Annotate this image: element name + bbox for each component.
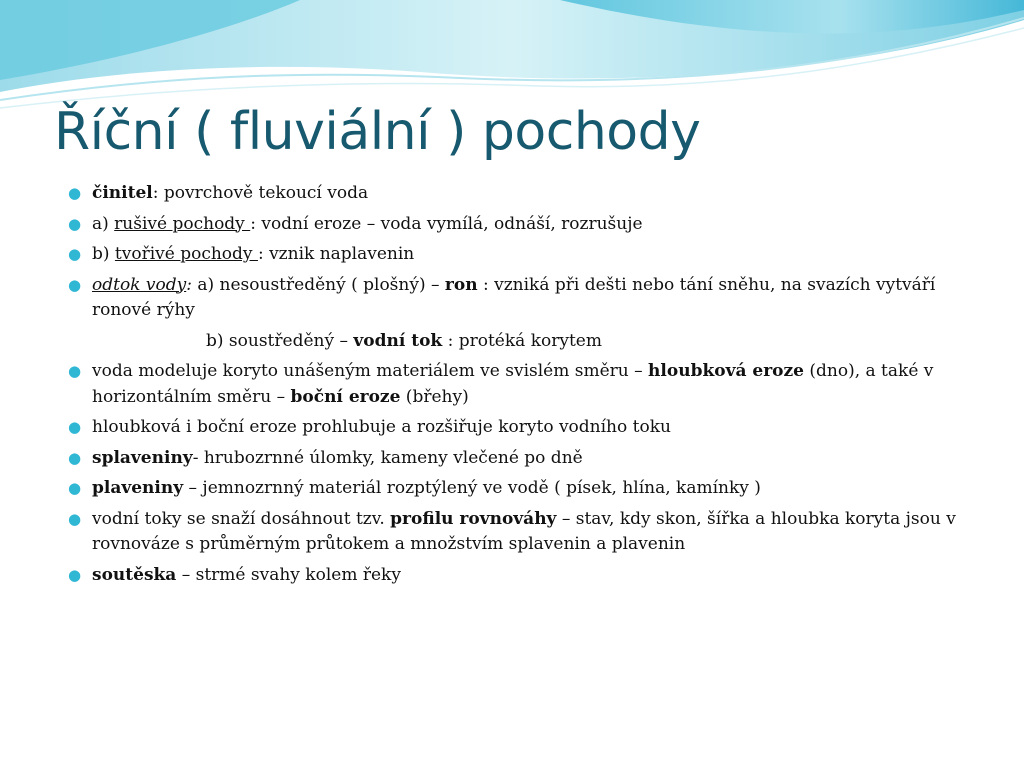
bullet-text-segment: splaveniny — [92, 447, 193, 468]
bullet-item — [68, 446, 968, 472]
bullet-marker-icon: ● — [68, 479, 82, 497]
bullet-text-segment: vodní toky se snaží dosáhnout tzv. — [92, 508, 391, 529]
bullet-item — [68, 359, 968, 410]
bullet-text-segment: rušivé pochody — [114, 213, 251, 234]
bullet-item-continuation — [68, 329, 968, 355]
bullet-text-segment: boční eroze — [290, 386, 401, 407]
bullet-text-segment: – jemnozrnný materiál rozptýlený ve vodě ( písek, hlína, kamínky ) — [183, 478, 761, 498]
bullet-text-segment: : vznik naplavenin — [257, 244, 415, 264]
bullet-text-segment: – strmé svahy kolem řeky — [176, 564, 401, 585]
bullet-marker-icon: ● — [68, 245, 82, 263]
bullet-marker-icon: ● — [68, 275, 82, 294]
bullet-text-segment: : vzniká při dešti nebo tání sněhu, na svazích vytváří ronové rýhy — [92, 274, 936, 320]
bullet-text-segment: a) — [92, 213, 115, 234]
bullet-text-segment: b) — [92, 244, 115, 264]
bullet-marker-icon: ● — [68, 448, 82, 467]
bullet-item — [68, 242, 968, 268]
bullet-text-segment: : — [186, 274, 192, 295]
bullet-text-segment: hloubková eroze — [648, 361, 804, 381]
bullet-marker-icon: ● — [68, 362, 82, 380]
bullet-marker-icon: ● — [68, 418, 82, 436]
bullet-text-segment: tvořivé pochody — [114, 244, 258, 264]
bullet-marker-icon: ● — [68, 184, 82, 202]
bullet-text-segment: (dno), a také v horizontálním směru – — [92, 361, 934, 407]
bullet-text-segment: hloubková i boční eroze prohlubuje a rozšiřuje koryto vodního toku — [92, 417, 671, 437]
bullet-item — [68, 563, 968, 589]
bullet-list — [68, 181, 968, 593]
bullet-item — [68, 415, 968, 441]
bullet-text-segment: činitel — [92, 183, 153, 203]
bullet-item — [68, 273, 968, 324]
bullet-text-segment: (břehy) — [400, 386, 469, 407]
bullet-text-segment: voda modeluje koryto unášeným materiálem ve svislém směru – — [92, 361, 649, 381]
bullet-item — [68, 181, 968, 207]
bullet-text-segment: a) nesoustředěný ( plošný) – — [191, 274, 445, 295]
bullet-marker-icon: ● — [68, 214, 82, 233]
bullet-text-segment: b) soustředěný – — [206, 330, 354, 351]
bullet-text-segment: - hrubozrnné úlomky, kameny vlečené po dně — [192, 447, 583, 468]
bullet-text-segment: : protéká korytem — [442, 330, 602, 351]
bullet-text-segment: ron — [444, 274, 478, 295]
bullet-text-segment: vodní tok — [353, 330, 443, 351]
bullet-text-segment: profilu rovnováhy — [390, 508, 557, 529]
bullet-text-segment: plaveniny — [92, 478, 184, 498]
slide-title: Říční ( fluviální ) pochody — [54, 102, 701, 162]
bullet-text-segment: : vodní eroze – voda vymílá, odnáší, rozrušuje — [250, 213, 643, 234]
bullet-text-segment: soutěska — [92, 564, 177, 585]
bullet-text-segment: – stav, kdy skon, šířka a hloubka koryta jsou v rovnováze s průměrným průtokem a množstvím splavenin a plavenin — [92, 508, 956, 554]
bullet-item — [68, 507, 968, 558]
bullet-marker-icon: ● — [68, 565, 82, 584]
bullet-item — [68, 476, 968, 502]
bullet-text-segment: odtok vody — [92, 274, 187, 295]
bullet-text-segment: : povrchově tekoucí voda — [152, 183, 369, 203]
bullet-item — [68, 212, 968, 238]
bullet-marker-icon: ● — [68, 509, 82, 528]
